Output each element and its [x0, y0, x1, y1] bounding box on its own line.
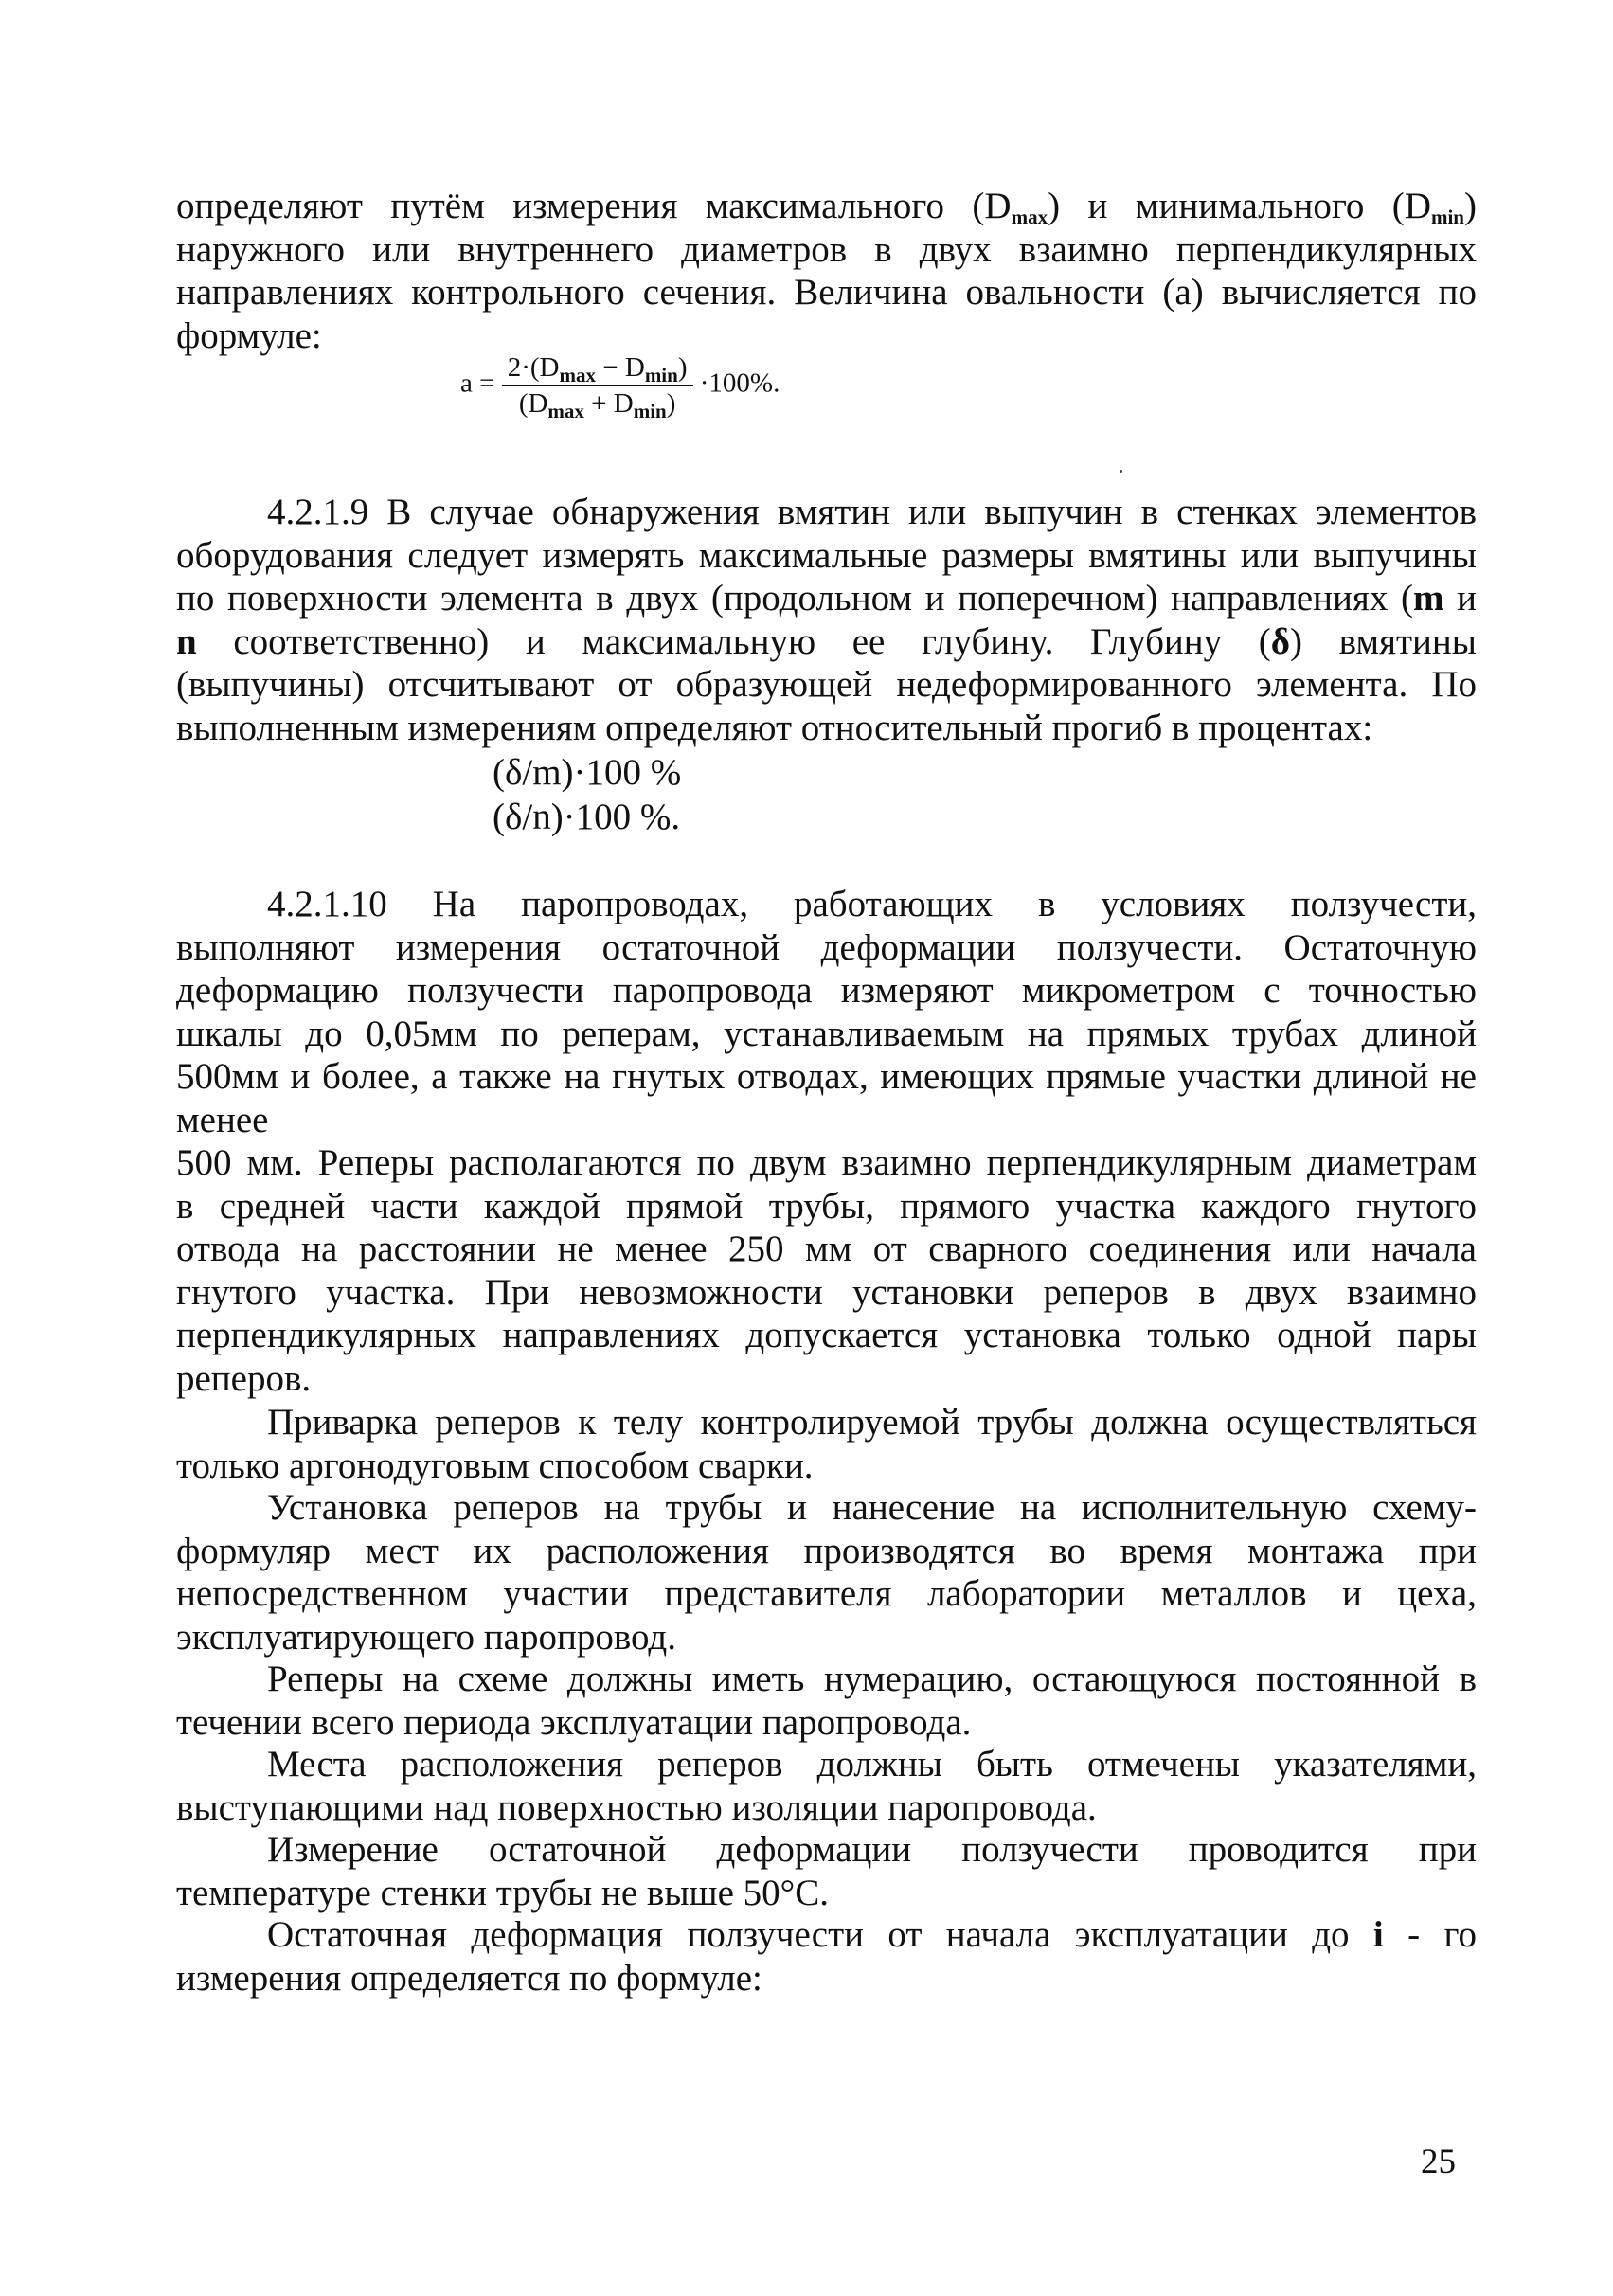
text-line: Реперы на схеме должны иметь нумерацию, остающуюся постоянной в — [267, 1659, 1477, 1699]
text-line: 4.2.1.9 В случае обнаружения вмятин или выпучин в стенках элементов — [267, 492, 1477, 532]
formula-fraction — [502, 350, 693, 421]
text-line: менее — [176, 1099, 269, 1140]
paragraph-4-2-1-10 — [176, 883, 1477, 1400]
text-line: измерения определяется по формуле: — [176, 1957, 762, 1999]
text-line: Остаточная деформация ползучести от начала эксплуатации до i - го — [267, 1914, 1477, 1955]
text-line: отвода на расстоянии не менее 250 мм от сварного соединения или начала — [176, 1229, 1477, 1269]
text-line: реперов. — [176, 1357, 312, 1399]
text-line: течении всего периода эксплуатации паропровода. — [176, 1701, 972, 1743]
text-line: выполненным измерениям определяют относительный прогиб в процентах: — [176, 707, 1373, 748]
text-line: шкалы до 0,05мм по реперам, устанавливаемым на прямых трубах длиной — [176, 1013, 1477, 1054]
paragraph-residual-deformation — [176, 1913, 1477, 2000]
paragraph-welding — [176, 1401, 1477, 1487]
text-line: оборудования следует измерять максимальные размеры вмятины или выпучины — [176, 534, 1477, 576]
formula-lhs: a = — [460, 368, 495, 399]
text-line: Приварка реперов к телу контролируемой трубы должна осуществляться — [267, 1402, 1477, 1443]
scan-speck — [1120, 470, 1122, 473]
text-line: Места расположения реперов должны быть отмечены указателями, — [267, 1744, 1477, 1785]
text-line: (выпучины) отсчитывают от образующей недеформированного элемента. По — [176, 664, 1477, 705]
text-line: Установка реперов на трубы и нанесение на исполнительную схему- — [267, 1487, 1477, 1528]
text-line: наружного или внутреннего диаметров в двух взаимно перпендикулярных — [176, 228, 1477, 270]
text-line: 4.2.1.10 На паропроводах, работающих в условиях ползучести, — [267, 884, 1477, 924]
paragraph-4-2-1-9 — [176, 491, 1477, 749]
formula-numerator: $2\cdot(D_{max} - D_{min})$ — [502, 350, 693, 386]
text-line: 500 мм. Реперы располагаются по двум взаимно перпендикулярным диаметрам — [176, 1142, 1477, 1183]
text-line: определяют путём измерения максимального $(D_{max})$ и минимального $(D_{min})$ — [176, 186, 1477, 228]
paragraph-markers — [176, 1743, 1477, 1829]
text-line: выступающими над поверхностью изоляции паропровода. — [176, 1786, 1097, 1828]
text-line: формуле: — [176, 314, 322, 356]
text-line: только аргонодуговым способом сварки. — [176, 1444, 814, 1486]
paragraph-installation — [176, 1486, 1477, 1659]
text-line: формуляр мест их расположения производятся во время монтажа при — [176, 1530, 1477, 1571]
text-line: перпендикулярных направлениях допускается установка только одной пары — [176, 1315, 1477, 1355]
text-line: по поверхности элемента в двух (продольном и поперечном) направлениях (m и — [176, 578, 1478, 619]
formula-ovality — [460, 350, 780, 421]
text-line: направлениях контрольного сечения. Величина овальности (а) вычисляется по — [176, 272, 1477, 313]
paragraph-numbering — [176, 1658, 1477, 1744]
text-line: n соответственно) и максимальную ее глубину. Глубину (δ) вмятины — [176, 620, 1478, 662]
text-line: деформацию ползучести паропровода измеряют микрометром с точностью — [176, 970, 1477, 1011]
text-line: выполняют измерения остаточной деформации ползучести. Остаточную — [176, 926, 1477, 968]
text-line: в средней части каждой прямой трубы, прямого участка каждого гнутого — [176, 1185, 1477, 1227]
text-line: гнутого участка. При невозможности установки реперов в двух взаимно — [176, 1271, 1477, 1313]
text-line: температуре стенки трубы не выше 50°С. — [176, 1872, 829, 1913]
formula-denominator: $(D_{max} + D_{min})$ — [518, 388, 676, 422]
paragraph-temperature — [176, 1828, 1477, 1914]
paragraph-ovality-intro — [176, 185, 1477, 357]
text-line: 500мм и более, а также на гнутых отводах, имеющих прямые участки длиной не — [176, 1056, 1477, 1097]
formula-deflection-n: (δ/n)·100 %. — [493, 797, 681, 837]
page-number: 25 — [1421, 2143, 1456, 2181]
text-line: непосредственном участии представителя лаборатории металлов и цеха, — [176, 1573, 1477, 1614]
text-line: эксплуатирующего паропровод. — [176, 1616, 676, 1658]
formula-tail: ·100%. — [699, 368, 780, 399]
text-line: Измерение остаточной деформации ползучести проводится при — [267, 1829, 1477, 1870]
formula-deflection-m: (δ/m)·100 % — [493, 752, 682, 793]
